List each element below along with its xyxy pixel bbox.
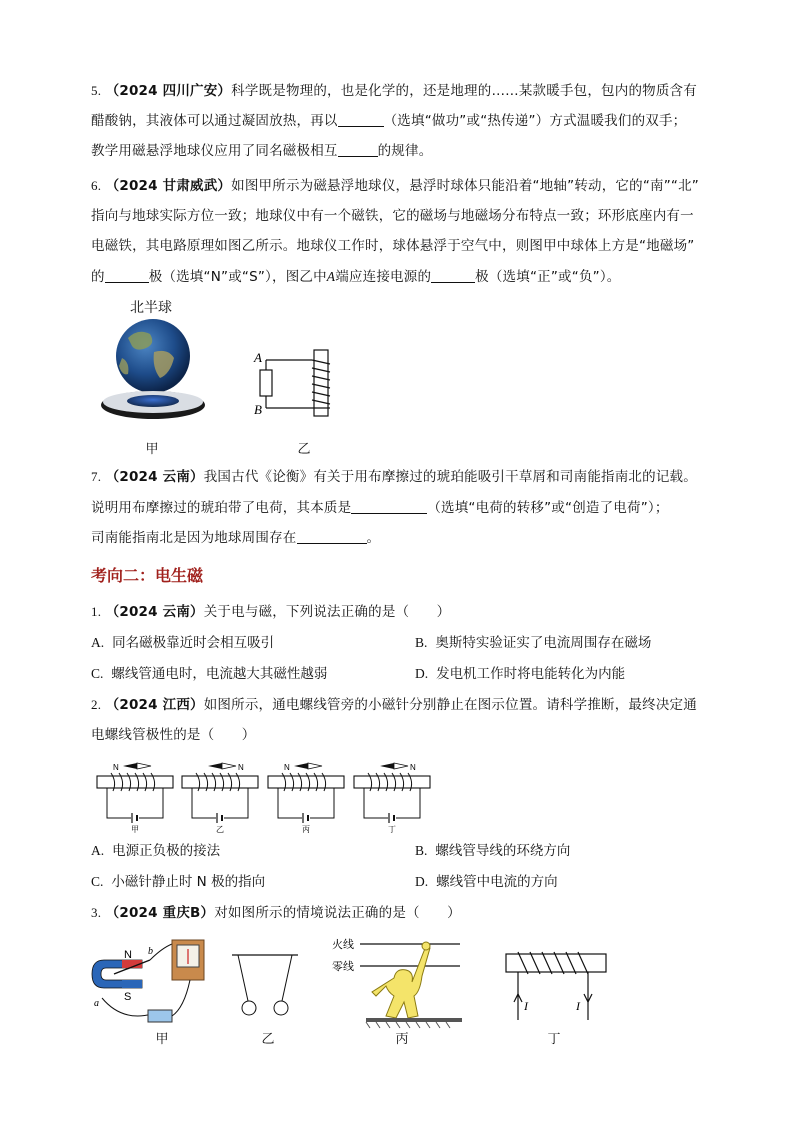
pith-balls-figure bbox=[232, 953, 302, 1023]
option-text: 同名磁极靠近时会相互吸引 bbox=[112, 635, 275, 651]
solenoid-current-figure bbox=[506, 950, 610, 1022]
answer-blank[interactable] bbox=[338, 142, 378, 157]
figure-label-yi: 乙 bbox=[297, 442, 311, 457]
s3-source: （2024 重庆B） bbox=[105, 905, 215, 921]
q7-line1 bbox=[91, 467, 697, 487]
option-letter: C. bbox=[91, 874, 104, 889]
answer-blank[interactable] bbox=[297, 529, 367, 544]
pith-ball bbox=[274, 1001, 288, 1015]
north-hemisphere-label: 北半球 bbox=[130, 300, 172, 316]
s2-number: 2. bbox=[91, 697, 102, 712]
q6-text: 如图甲所示为磁悬浮地球仪，悬浮时球体只能沿着“地轴”转动，它的“南”“北” bbox=[231, 178, 700, 194]
option-text: 螺线管导线的环绕方向 bbox=[435, 843, 571, 859]
s1-number: 1. bbox=[91, 604, 102, 619]
s2-option-a[interactable] bbox=[91, 841, 220, 861]
needle-n-label: N bbox=[238, 763, 244, 772]
s2-stem-line1 bbox=[91, 695, 697, 715]
needle-n-label: N bbox=[284, 763, 290, 772]
s1-option-a[interactable] bbox=[91, 633, 274, 653]
current-label: I bbox=[576, 999, 580, 1013]
current-label: I bbox=[524, 999, 528, 1013]
electric-shock-figure bbox=[330, 936, 464, 1030]
iron-core bbox=[314, 350, 328, 416]
pith-ball bbox=[242, 1001, 256, 1015]
q6-line4 bbox=[91, 267, 620, 287]
option-letter: C. bbox=[91, 666, 104, 681]
label-n: N bbox=[124, 949, 132, 961]
s1-stem bbox=[91, 602, 450, 622]
option-letter: D. bbox=[415, 666, 429, 681]
s2-option-b[interactable] bbox=[415, 841, 570, 861]
q7-number: 7. bbox=[91, 469, 102, 484]
solenoid-fig-label: 丁 bbox=[388, 825, 396, 834]
s1-text: 关于电与磁，下列说法正确的是（ ） bbox=[203, 604, 451, 620]
q6-text: 极（选填“N”或“S”），图乙中 bbox=[148, 269, 327, 285]
option-letter: D. bbox=[415, 874, 429, 889]
solenoid-figure-1 bbox=[95, 762, 177, 832]
q7-line3 bbox=[91, 528, 380, 548]
q7-source: （2024 云南） bbox=[105, 469, 204, 485]
magnet-pole-s bbox=[122, 980, 142, 988]
s3-text: 对如图所示的情境说法正确的是（ ） bbox=[214, 905, 461, 921]
figure-label-jia: 甲 bbox=[145, 442, 159, 457]
needle-n-label: N bbox=[113, 763, 119, 772]
q7-text: 说明用布摩擦过的琥珀带了电荷，其本质是 bbox=[91, 500, 352, 516]
option-letter: B. bbox=[415, 635, 428, 650]
q5-line3 bbox=[91, 141, 432, 161]
point-b-label: B bbox=[254, 402, 262, 417]
solenoid-core bbox=[268, 776, 344, 788]
solenoid-figure-4 bbox=[352, 762, 434, 832]
s3-number: 3. bbox=[91, 905, 102, 920]
option-text: 电源正负极的接法 bbox=[112, 843, 221, 859]
q7-text: 司南能指南北是因为地球周围存在 bbox=[91, 530, 297, 546]
base-light bbox=[127, 395, 179, 407]
q5-text: 教学用磁悬浮地球仪应用了同名磁极相互 bbox=[91, 143, 338, 159]
s2-option-c[interactable] bbox=[91, 872, 265, 892]
resistor-symbol bbox=[260, 370, 272, 396]
q6-var-a: A bbox=[326, 269, 336, 284]
s2-option-d[interactable] bbox=[415, 872, 558, 892]
q6-number: 6. bbox=[91, 178, 102, 193]
q6-text: 的 bbox=[91, 269, 105, 285]
label-s: S bbox=[124, 991, 132, 1003]
compass-needle bbox=[208, 763, 222, 769]
compass-needle bbox=[294, 763, 308, 769]
q5-text: （选填“做功”或“热传递”）方式温暖我们的双手； bbox=[383, 113, 687, 129]
q5-line2 bbox=[91, 111, 686, 131]
maglev-globe-figure bbox=[98, 318, 208, 430]
s1-option-d[interactable] bbox=[415, 664, 625, 684]
s3-stem bbox=[91, 903, 461, 923]
option-text: 发电机工作时将电能转化为内能 bbox=[436, 666, 626, 682]
q7-text: 。 bbox=[366, 530, 381, 546]
s3-fig-label-jia: 甲 bbox=[155, 1032, 169, 1047]
q5-text: 科学既是物理的，也是化学的，还是地理的……某款暖手包，包内的物质含有 bbox=[231, 83, 697, 99]
s2-source: （2024 江西） bbox=[105, 697, 204, 713]
solenoid-fig-label: 丙 bbox=[302, 825, 310, 834]
option-text: 奥斯特实验证实了电流周围存在磁场 bbox=[435, 635, 652, 651]
q5-number: 5. bbox=[91, 83, 102, 98]
q7-line2 bbox=[91, 498, 669, 518]
induction-experiment-figure bbox=[92, 938, 212, 1030]
person-figure bbox=[372, 946, 430, 1018]
q6-line3: 电磁铁，其电路原理如图乙所示。地球仪工作时，球体悬浮于空气中，则图甲中球体上方是“地磁场” bbox=[91, 238, 695, 254]
option-letter: B. bbox=[415, 843, 428, 858]
q6-text: 极（选填“正”或“负”）。 bbox=[475, 269, 621, 285]
s1-source: （2024 云南） bbox=[105, 604, 204, 620]
compass-needle bbox=[380, 763, 394, 769]
q5-source: （2024 四川广安） bbox=[105, 83, 232, 99]
switch bbox=[148, 1010, 172, 1022]
s1-option-b[interactable] bbox=[415, 633, 651, 653]
q6-source: （2024 甘肃威武） bbox=[105, 178, 232, 194]
globe-sphere bbox=[116, 319, 190, 393]
solenoid-figure-2 bbox=[180, 762, 262, 832]
q5-text: 的规律。 bbox=[377, 143, 433, 159]
answer-blank[interactable] bbox=[105, 268, 149, 283]
section-heading: 考向二：电生磁 bbox=[91, 566, 204, 585]
option-text: 小磁针静止时 N 极的指向 bbox=[111, 874, 266, 890]
option-letter: A. bbox=[91, 843, 105, 858]
q7-text: 我国古代《论衡》有关于用布摩擦过的琥珀能吸引干草屑和司南能指南北的记载。 bbox=[203, 469, 697, 485]
q6-text: 端应连接电源的 bbox=[335, 269, 432, 285]
neutral-wire-label: 零线 bbox=[332, 960, 354, 973]
solenoid-fig-label: 甲 bbox=[131, 825, 139, 834]
q5-text: 醋酸钠，其液体可以通过凝固放热，再以 bbox=[91, 113, 338, 129]
q6-line2: 指向与地球实际方位一致；地球仪中有一个磁铁，它的磁场与地磁场分布特点一致；环形底座内有一 bbox=[91, 208, 694, 224]
option-letter: A. bbox=[91, 635, 105, 650]
compass-needle bbox=[123, 763, 137, 769]
s3-fig-label-bing: 丙 bbox=[395, 1032, 409, 1047]
live-wire-label: 火线 bbox=[332, 938, 354, 951]
needle-n-label: N bbox=[410, 763, 416, 772]
q6-line1 bbox=[91, 176, 699, 196]
point-a-label: A bbox=[254, 350, 262, 365]
s2-text: 如图所示，通电螺线管旁的小磁针分别静止在图示位置。请科学推断，最终决定通 bbox=[203, 697, 697, 713]
s2-stem-line2: 电螺线管极性的是（ ） bbox=[91, 727, 256, 743]
ground bbox=[366, 1018, 462, 1022]
answer-blank[interactable] bbox=[351, 499, 427, 514]
label-a: a bbox=[94, 998, 99, 1009]
solenoid-core bbox=[97, 776, 173, 788]
answer-blank[interactable] bbox=[338, 112, 384, 127]
solenoid-core bbox=[182, 776, 258, 788]
answer-blank[interactable] bbox=[431, 268, 475, 283]
solenoid-core bbox=[354, 776, 430, 788]
electromagnet-circuit-figure bbox=[252, 348, 342, 420]
option-text: 螺线管通电时，电流越大其磁性越弱 bbox=[111, 666, 328, 682]
q7-text: （选填“电荷的转移”或“创造了电荷”）； bbox=[427, 500, 669, 516]
q5-line1 bbox=[91, 81, 697, 101]
solenoid-fig-label: 乙 bbox=[216, 825, 224, 834]
option-text: 螺线管中电流的方向 bbox=[436, 874, 558, 890]
s3-fig-label-ding: 丁 bbox=[547, 1032, 561, 1047]
s3-fig-label-yi: 乙 bbox=[261, 1032, 275, 1047]
solenoid-figure-3 bbox=[266, 762, 348, 832]
label-b: b bbox=[148, 946, 153, 957]
s1-option-c[interactable] bbox=[91, 664, 327, 684]
